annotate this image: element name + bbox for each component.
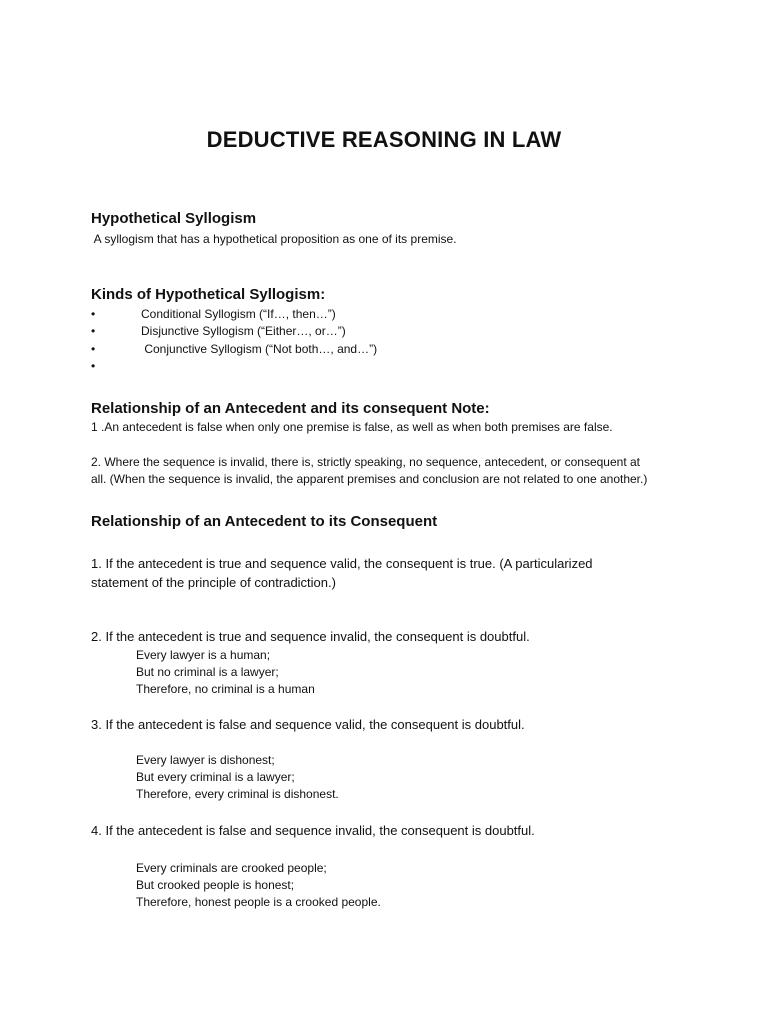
- rule-1-line-1: 1. If the antecedent is true and sequence valid, the consequent is true. (A particularized: [91, 556, 593, 571]
- document-title: DEDUCTIVE REASONING IN LAW: [206, 127, 562, 152]
- bullet-icon: •: [91, 307, 96, 321]
- note-paragraph-2-line-1: 2. Where the sequence is invalid, there is, strictly speaking, no sequence, antecedent, or consequent at: [91, 455, 640, 469]
- antecedent-to-consequent-heading: Relationship of an Antecedent to its Consequent: [91, 513, 438, 530]
- rule-3: 3. If the antecedent is false and sequence valid, the consequent is doubtful.: [91, 717, 525, 732]
- note-heading-colon: :: [484, 400, 490, 417]
- example-line: Every lawyer is a human;: [136, 648, 271, 662]
- example-line: Therefore, no criminal is a human: [136, 682, 315, 696]
- kinds-item-conditional: Conditional Syllogism (“If…, then…”): [141, 307, 336, 321]
- antecedent-consequent-note-heading: [91, 400, 490, 417]
- bullet-icon: •: [91, 342, 96, 356]
- example-line: Therefore, honest people is a crooked people.: [136, 895, 381, 909]
- hypothetical-syllogism-definition: A syllogism that has a hypothetical proposition as one of its premise.: [91, 232, 457, 246]
- kinds-heading-text: Kinds of Hypothetical Syllogism: [91, 286, 321, 303]
- example-4: [136, 860, 381, 911]
- bullet-icon: •: [91, 359, 96, 373]
- example-line: But every criminal is a lawyer;: [136, 770, 295, 784]
- rule-4: 4. If the antecedent is false and sequence invalid, the consequent is doubtful.: [91, 823, 535, 838]
- kinds-heading-colon: :: [320, 286, 326, 303]
- example-3: [136, 752, 339, 803]
- bullet-icon: •: [91, 324, 96, 338]
- example-line: Every criminals are crooked people;: [136, 861, 327, 875]
- kinds-item-conjunctive: Conjunctive Syllogism (“Not both…, and…”): [141, 342, 378, 356]
- hypothetical-syllogism-heading: Hypothetical Syllogism: [91, 210, 257, 227]
- rule-2: 2. If the antecedent is true and sequence invalid, the consequent is doubtful.: [91, 629, 530, 644]
- kinds-item-disjunctive: Disjunctive Syllogism (“Either…, or…”): [141, 324, 346, 338]
- example-2: [136, 647, 315, 698]
- example-line: But crooked people is honest;: [136, 878, 295, 892]
- example-line: Every lawyer is dishonest;: [136, 753, 275, 767]
- note-heading-text: Relationship of an Antecedent and its consequent Note: [91, 400, 485, 417]
- note-paragraph-1: 1 .An antecedent is false when only one premise is false, as well as when both premises are false.: [91, 420, 613, 434]
- rule-1-line-2: statement of the principle of contradiction.): [91, 575, 336, 590]
- example-line: Therefore, every criminal is dishonest.: [136, 787, 339, 801]
- example-line: But no criminal is a lawyer;: [136, 665, 279, 679]
- kinds-heading: [91, 286, 325, 303]
- note-paragraph-2-line-2: all. (When the sequence is invalid, the apparent premises and conclusion are not related to one another.): [91, 472, 648, 486]
